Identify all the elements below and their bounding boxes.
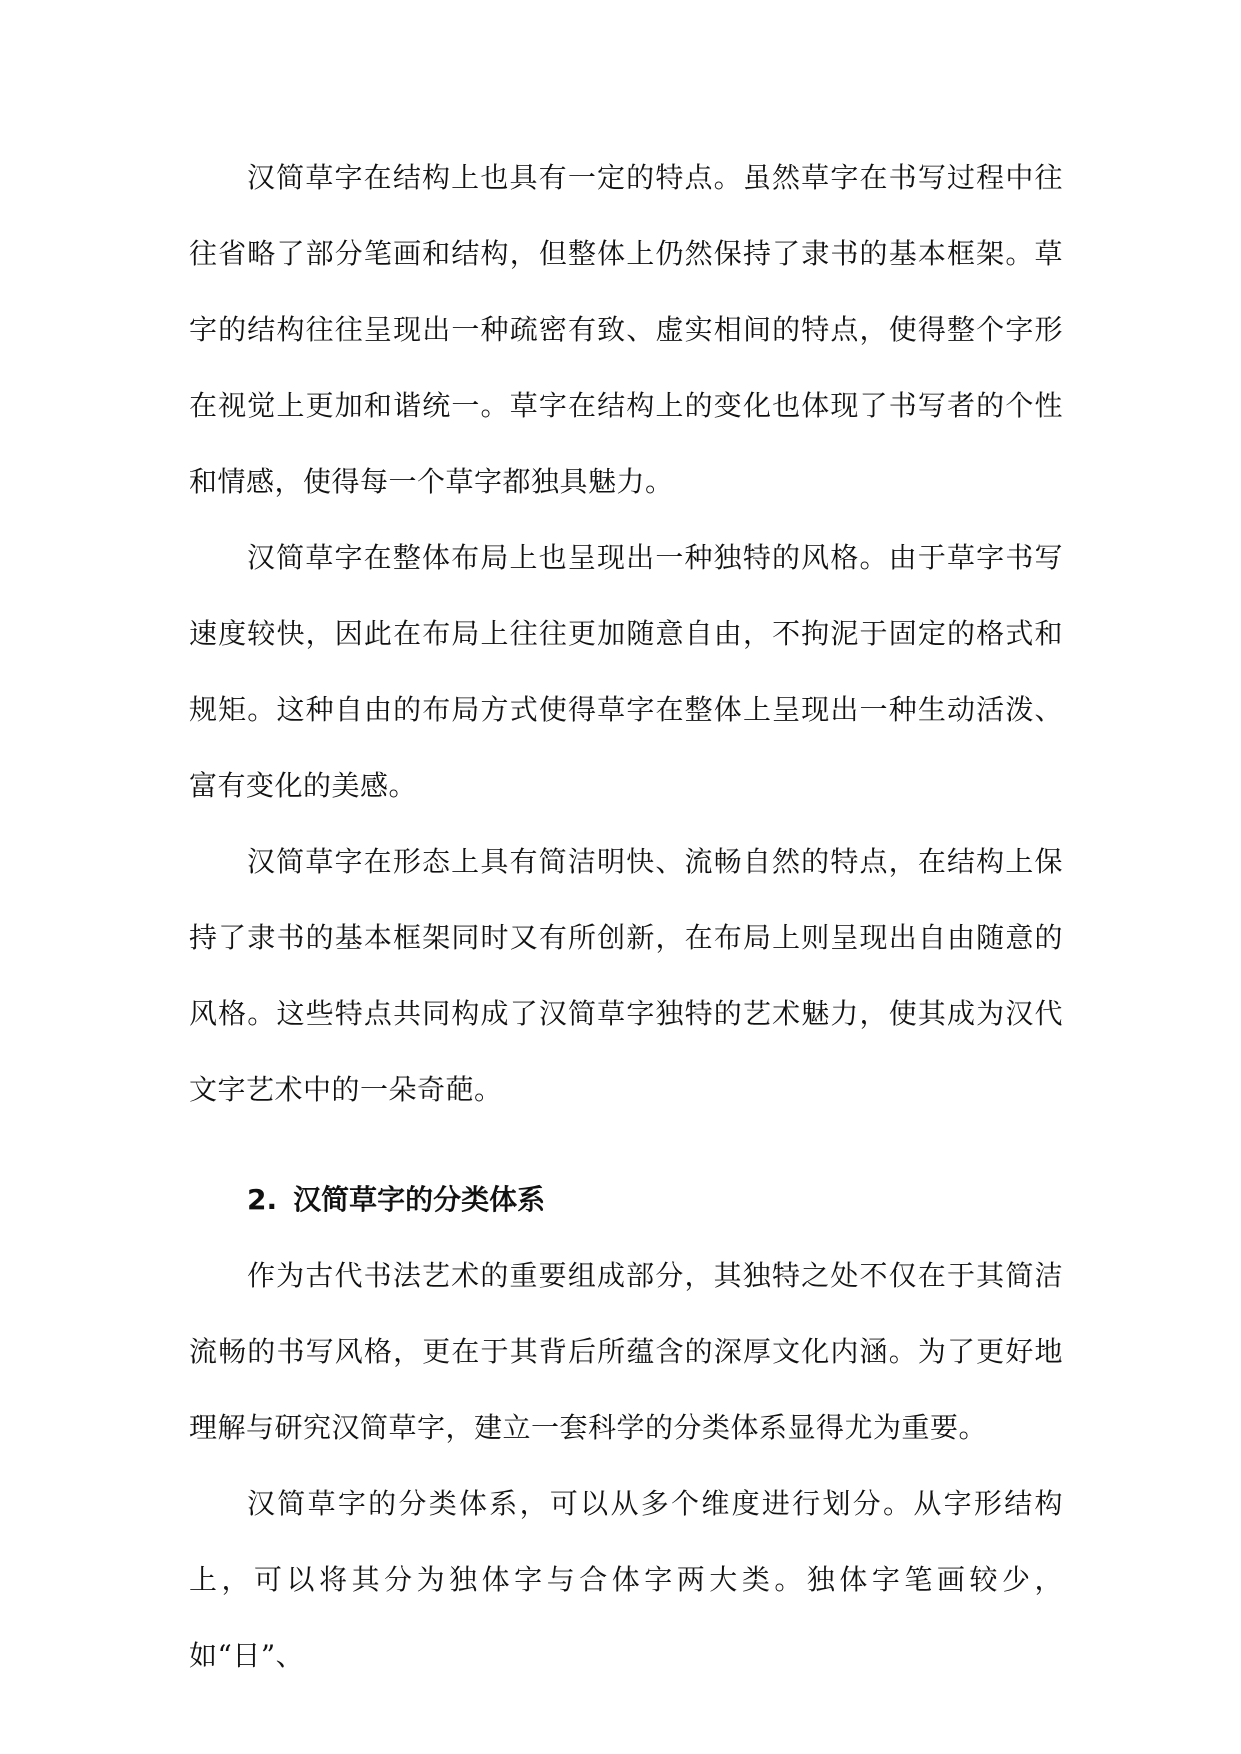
document-body — [189, 140, 1063, 1694]
paragraph-summary: 汉简草字在形态上具有简洁明快、流畅自然的特点，在结构上保持了隶书的基本框架同时又有所创新，在布局上则呈现出自由随意的风格。这些特点共同构成了汉简草字独特的艺术魅力，使其成为汉代文字艺术中的一朵奇葩。 — [189, 845, 1063, 1106]
section-heading — [189, 1162, 1063, 1238]
section-title: 汉简草字的分类体系 — [293, 1183, 546, 1216]
paragraph-structure: 汉简草字在结构上也具有一定的特点。虽然草字在书写过程中往往省略了部分笔画和结构，但整体上仍然保持了隶书的基本框架。草字的结构往往呈现出一种疏密有致、虚实相间的特点，使得整个字形在视觉上更加和谐统一。草字在结构上的变化也体现了书写者的个性和情感，使得每一个草字都独具魅力。 — [189, 161, 1063, 498]
paragraph-layout: 汉简草字在整体布局上也呈现出一种独特的风格。由于草字书写速度较快，因此在布局上往往更加随意自由，不拘泥于固定的格式和规矩。这种自由的布局方式使得草字在整体上呈现出一种生动活泼、富有变化的美感。 — [189, 541, 1063, 802]
paragraph-introduction: 作为古代书法艺术的重要组成部分，其独特之处不仅在于其简洁流畅的书写风格，更在于其背后所蕴含的深厚文化内涵。为了更好地理解与研究汉简草字，建立一套科学的分类体系显得尤为重要。 — [189, 1259, 1063, 1444]
section-number: 2. — [247, 1183, 278, 1216]
paragraph-classification: 汉简草字的分类体系，可以从多个维度进行划分。从字形结构上，可以将其分为独体字与合体字两大类。独体字笔画较少，如“日”、 — [189, 1487, 1063, 1672]
